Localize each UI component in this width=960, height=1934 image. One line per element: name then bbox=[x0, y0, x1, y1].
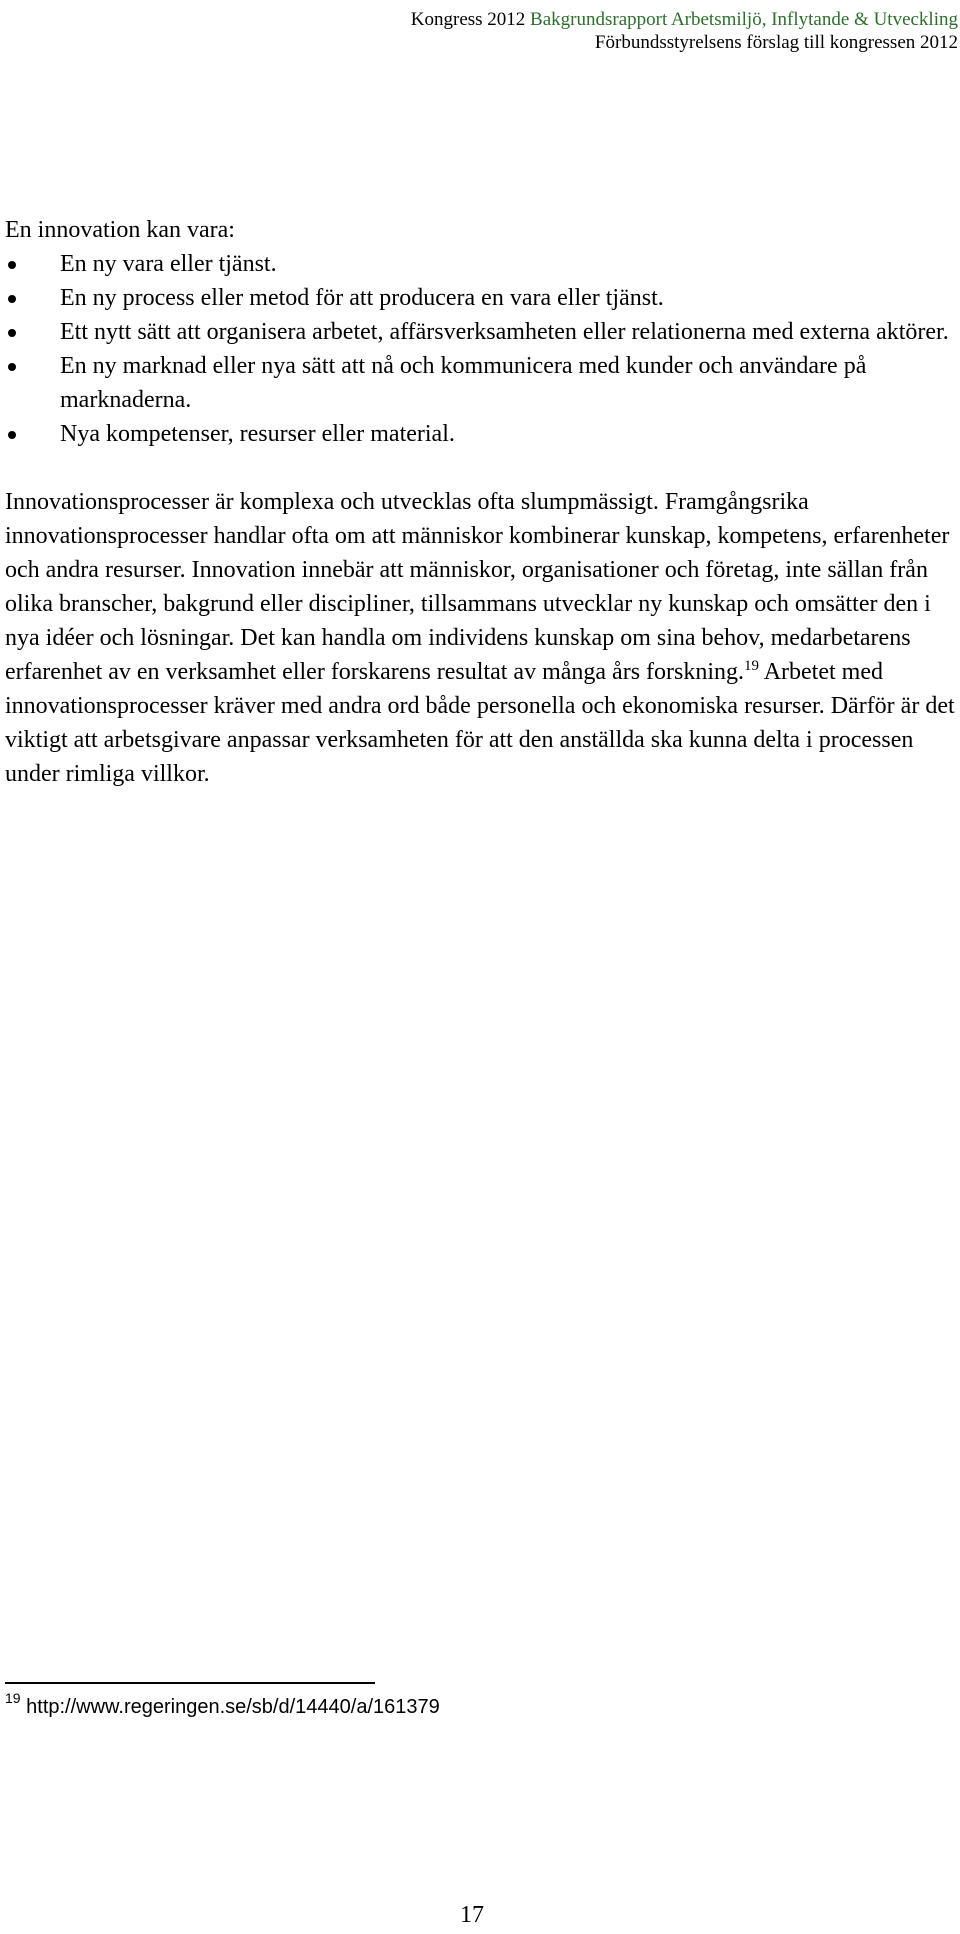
intro-text: En innovation kan vara: bbox=[5, 217, 235, 243]
header-congress-label: Kongress 2012 bbox=[410, 9, 526, 30]
header-line-2: Förbundsstyrelsens förslag till kongressen 2012 bbox=[594, 32, 958, 53]
list-item bbox=[5, 315, 955, 349]
list-item bbox=[5, 281, 955, 315]
bullet-icon bbox=[8, 329, 16, 337]
paragraph-text-part-1: Innovationsprocesser är komplexa och utvecklas ofta slumpmässigt. Framgångsrika innovationsprocesser handlar ofta om att människor kombinerar kunskap, kompetens, erfarenheter och andra resurser. Innovation innebär att människor, organisationer och företag, inte sällan från olika branscher, bakgrund eller discipliner, tillsammans utvecklar ny kunskap och omsätter den i nya idéer och lösningar. Det kan handla om individens kunskap om sina behov, medarbetarens erfarenhet av en verksamhet eller forskarens resultat av många års forskning. bbox=[5, 489, 950, 685]
footnote-url: http://www.regeringen.se/sb/d/14440/a/161379 bbox=[20, 1696, 440, 1718]
list-item-text: En ny process eller metod för att producera en vara eller tjänst. bbox=[60, 285, 664, 311]
header-report-title: Bakgrundsrapport Arbetsmiljö, Inflytande & Utveckling bbox=[530, 9, 958, 30]
bullet-icon bbox=[8, 295, 16, 303]
body-paragraph bbox=[5, 485, 955, 791]
list-item-text: Nya kompetenser, resurser eller material. bbox=[60, 421, 455, 447]
footnote bbox=[5, 1690, 440, 1719]
list-item bbox=[5, 417, 955, 451]
bullet-icon bbox=[8, 431, 16, 439]
list-item bbox=[5, 247, 955, 281]
innovation-list bbox=[5, 247, 955, 451]
list-item-text: En ny marknad eller nya sätt att nå och kommunicera med kunder och användare på marknaderna. bbox=[60, 353, 867, 413]
page-header bbox=[411, 8, 958, 54]
list-item bbox=[5, 349, 955, 417]
main-content bbox=[5, 213, 955, 791]
bullet-icon bbox=[8, 261, 16, 269]
list-item-text: Ett nytt sätt att organisera arbetet, affärsverksamheten eller relationerna med externa aktörer. bbox=[60, 319, 949, 345]
footnote-number: 19 bbox=[5, 1690, 21, 1706]
footnote-divider bbox=[5, 1682, 375, 1684]
page-number: 17 bbox=[460, 1902, 484, 1928]
footnote-reference: 19 bbox=[744, 658, 760, 674]
list-item-text: En ny vara eller tjänst. bbox=[60, 251, 277, 277]
header-line-1 bbox=[411, 8, 958, 31]
paragraph-text-part-2: Arbetet med innovationsprocesser kräver med andra ord både personella och ekonomiska resurser. Därför är det viktigt att arbetsgivare anpassar verksamheten för att den anställda ska kunna delta i processen under rimliga villkor. bbox=[5, 659, 955, 787]
bullet-icon bbox=[8, 363, 16, 371]
